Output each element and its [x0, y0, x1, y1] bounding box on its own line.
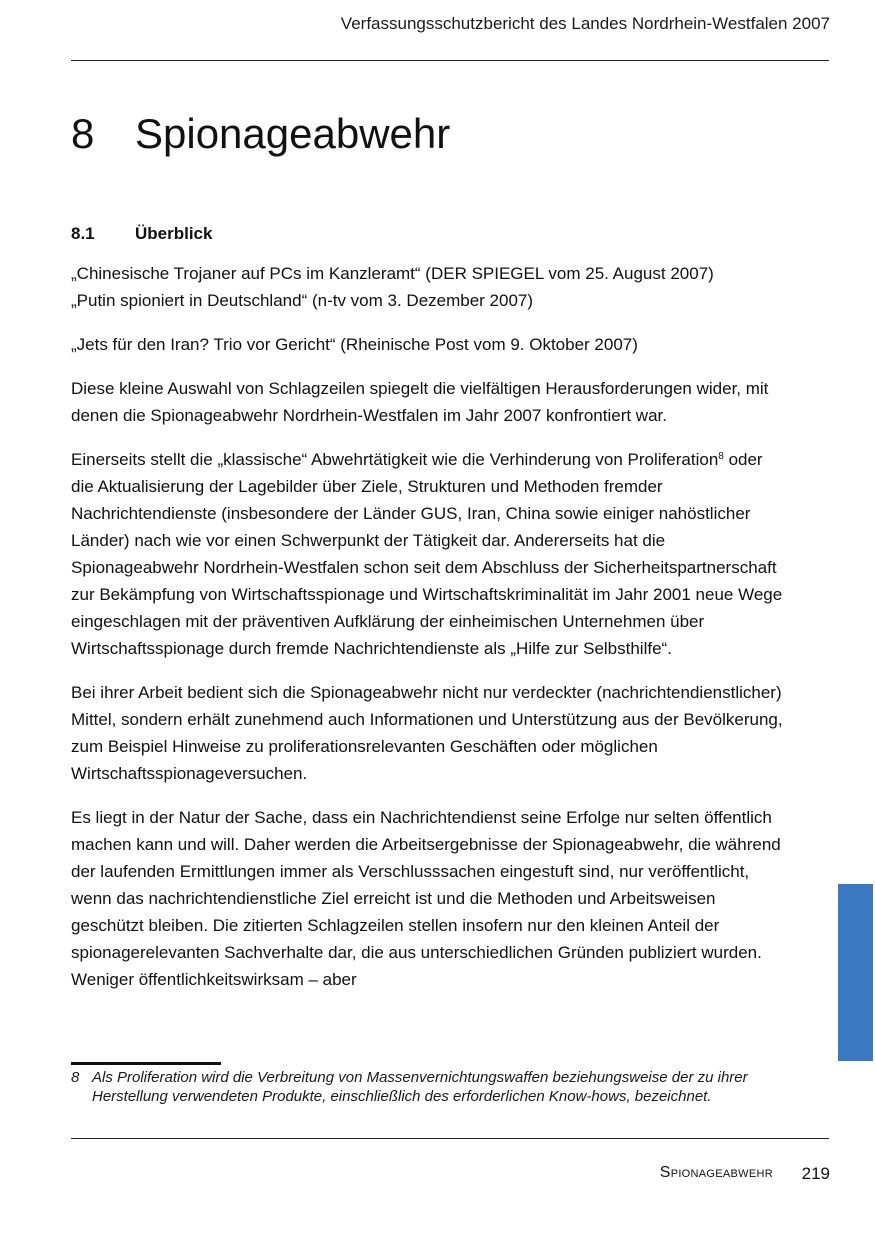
footer-rule — [71, 1138, 829, 1139]
footnote-separator — [71, 1062, 221, 1065]
paragraph: Diese kleine Auswahl von Schlagzeilen spiegelt die vielfältigen Herausforderungen wider, mit denen die Spionageabwehr Nordrhein-Westfalen im Jahr 2007 konfrontiert war. — [71, 379, 769, 425]
footnote-reference: 8 — [718, 451, 724, 462]
headline-quote-1: „Chinesische Trojaner auf PCs im Kanzleramt“ (DER SPIEGEL vom 25. August 2007) — [71, 264, 714, 283]
chapter-tab-marker — [838, 884, 873, 1061]
paragraph: Es liegt in der Natur der Sache, dass ein Nachrichtendienst seine Erfolge nur selten öffentlich machen kann und will. Daher werden die Arbeitsergebnisse der Spionageabwehr, die während der laufenden Ermittlungen immer als Verschlusssachen eingestuft sind, nur veröffentlicht, wenn das nachrichtendienstliche Ziel erreicht ist und die Methoden und Arbeitsweisen geschützt bleiben. Die zitierten Schlagzeilen stellen insofern nur den kleinen Anteil der spionagerelevanten Sachverhalte dar, die aus unterschiedlichen Gründen publiziert wurden. Weniger öffentlichkeitswirksam – aber — [71, 808, 781, 989]
headline-quote-3: „Jets für den Iran? Trio vor Gericht“ (Rheinische Post vom 9. Oktober 2007) — [71, 335, 638, 354]
chapter-number: 8 — [71, 110, 95, 157]
footnote-text: Als Proliferation wird die Verbreitung von Massenvernichtungswaffen beziehungsweise der zu ihrer Herstellung verwendeten Produkte, einschließlich des erforderlichen Know-hows, bezeichnet. — [92, 1069, 748, 1105]
headline-quote-2: „Putin spioniert in Deutschland“ (n-tv vom 3. Dezember 2007) — [71, 291, 534, 310]
body-text — [71, 260, 787, 1010]
footer-section-label: Spionageabwehr — [659, 1164, 773, 1181]
paragraph-text: oder die Aktualisierung der Lagebilder über Ziele, Strukturen und Methoden fremder Nachrichtendienste (insbesondere der Länder GUS, Iran, China sowie einiger nahöstlicher Länder) nach wie vor einen Schwerpunkt der Tätigkeit dar. Andererseits hat die Spionageabwehr Nordrhein-Westfalen schon seit dem Abschluss der Sicherheitspartnerschaft zur Bekämpfung von Wirtschaftsspionage und Wirtschaftskriminalität im Jahr 2001 neue Wege eingeschlagen mit der präventiven Aufklärung der einheimischen Unternehmen über Wirtschaftsspionage durch fremde Nachrichtendienste als „Hilfe zur Selbsthilfe“. — [71, 450, 783, 658]
chapter-heading — [71, 110, 450, 158]
footnote-number: 8 — [71, 1069, 80, 1086]
section-title: Überblick — [135, 224, 213, 243]
headline-quotes — [71, 260, 787, 314]
page-number: 219 — [801, 1164, 830, 1183]
footnote — [71, 1068, 783, 1106]
paragraph-text: Einerseits stellt die „klassische“ Abwehrtätigkeit wie die Verhinderung von Proliferation — [71, 450, 719, 469]
header-rule — [71, 60, 829, 61]
paragraph: Bei ihrer Arbeit bedient sich die Spionageabwehr nicht nur verdeckter (nachrichtendienstlicher) Mittel, sondern erhält zunehmend auch Informationen und Unterstützung aus der Bevölkerung, zum Beispiel Hinweise zu proliferationsrelevanten Geschäften oder möglichen Wirtschaftsspionageversuchen. — [71, 683, 783, 783]
section-heading — [71, 224, 212, 244]
chapter-title: Spionageabwehr — [135, 110, 451, 157]
section-number: 8.1 — [71, 224, 95, 243]
paragraph — [71, 446, 787, 662]
running-header: Verfassungsschutzbericht des Landes Nordrhein-Westfalen 2007 — [340, 14, 830, 33]
